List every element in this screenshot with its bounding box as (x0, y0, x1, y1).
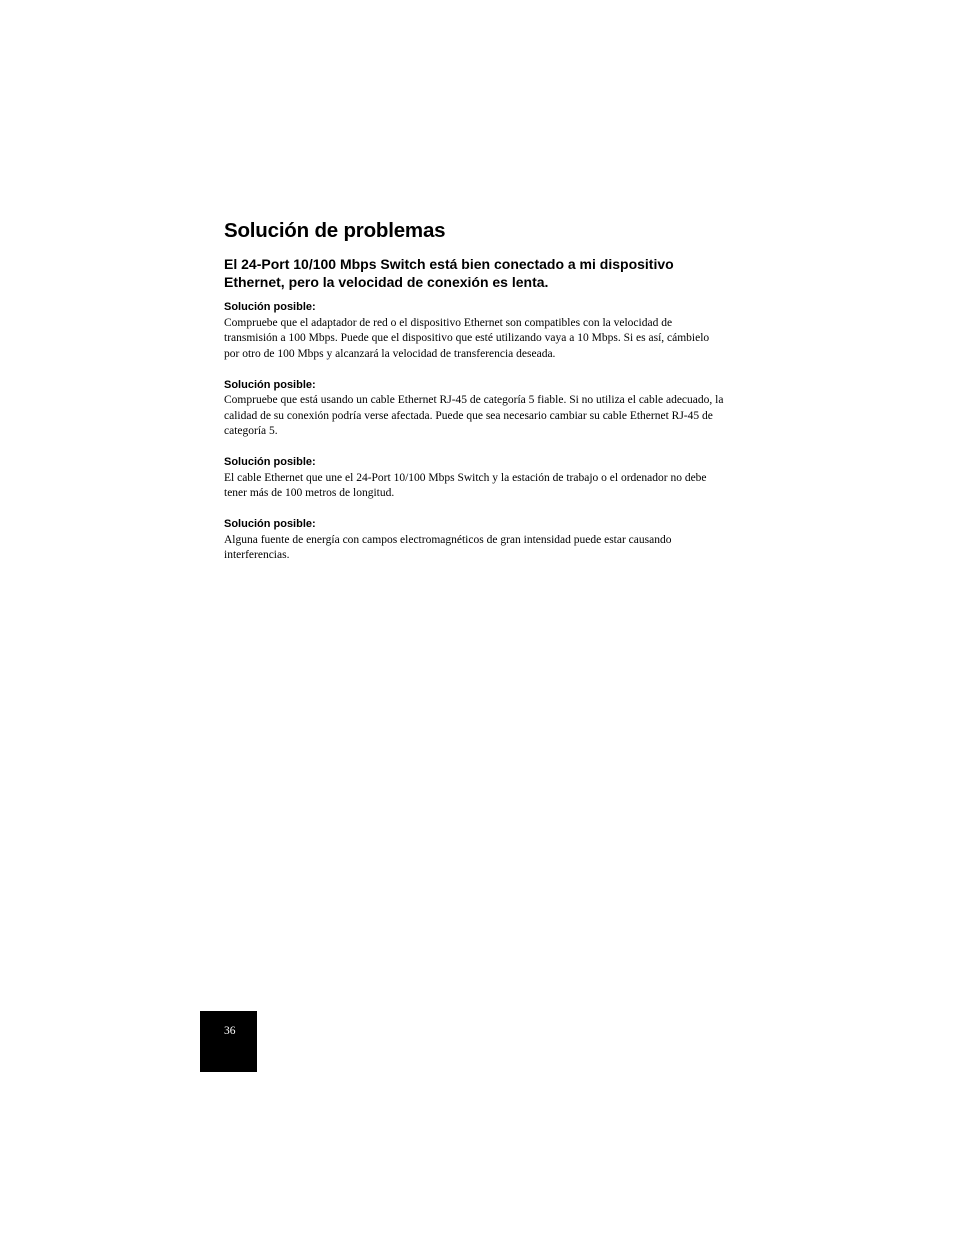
page-number-tab (200, 1011, 257, 1072)
solution-block-1 (224, 300, 724, 362)
solution-block-3 (224, 455, 724, 502)
solution-label: Solución posible: (224, 378, 316, 391)
solution-label: Solución posible: (224, 301, 316, 313)
solution-label: Solución posible: (224, 456, 316, 468)
solution-block-2 (224, 378, 724, 440)
solution-text: Alguna fuente de energía con campos electromagnéticos de gran intensidad puede estar causando interferencias. (224, 533, 672, 561)
section-heading: El 24-Port 10/100 Mbps Switch está bien conectado a mi dispositivo Ethernet, pero la velocidad de conexión es lenta. (224, 256, 674, 290)
page-title: Solución de problemas (224, 219, 446, 242)
page-number: 36 (224, 1025, 236, 1037)
solution-text: Compruebe que el adaptador de red o el dispositivo Ethernet son compatibles con la velocidad de transmisión a 100 Mbps. Puede que el dispositivo que esté utilizando vaya a 10 Mbps. Si es así, cámbielo por otro de 100 Mbps y alcanzará la velocidad de transferencia deseada. (224, 316, 710, 360)
solution-label: Solución posible: (224, 518, 316, 530)
solution-text: El cable Ethernet que une el 24-Port 10/100 Mbps Switch y la estación de trabajo o el ordenador no debe tener más de 100 metros de longitud. (224, 471, 707, 499)
page-content (224, 216, 724, 564)
solution-text: Compruebe que está usando un cable Ethernet RJ-45 de categoría 5 fiable. Si no utiliza el cable adecuado, la calidad de su conexión podría verse afectada. Puede que sea necesario cambiar su cable Ethernet RJ-45 de categoría 5. (224, 394, 724, 437)
solution-block-4 (224, 517, 724, 564)
